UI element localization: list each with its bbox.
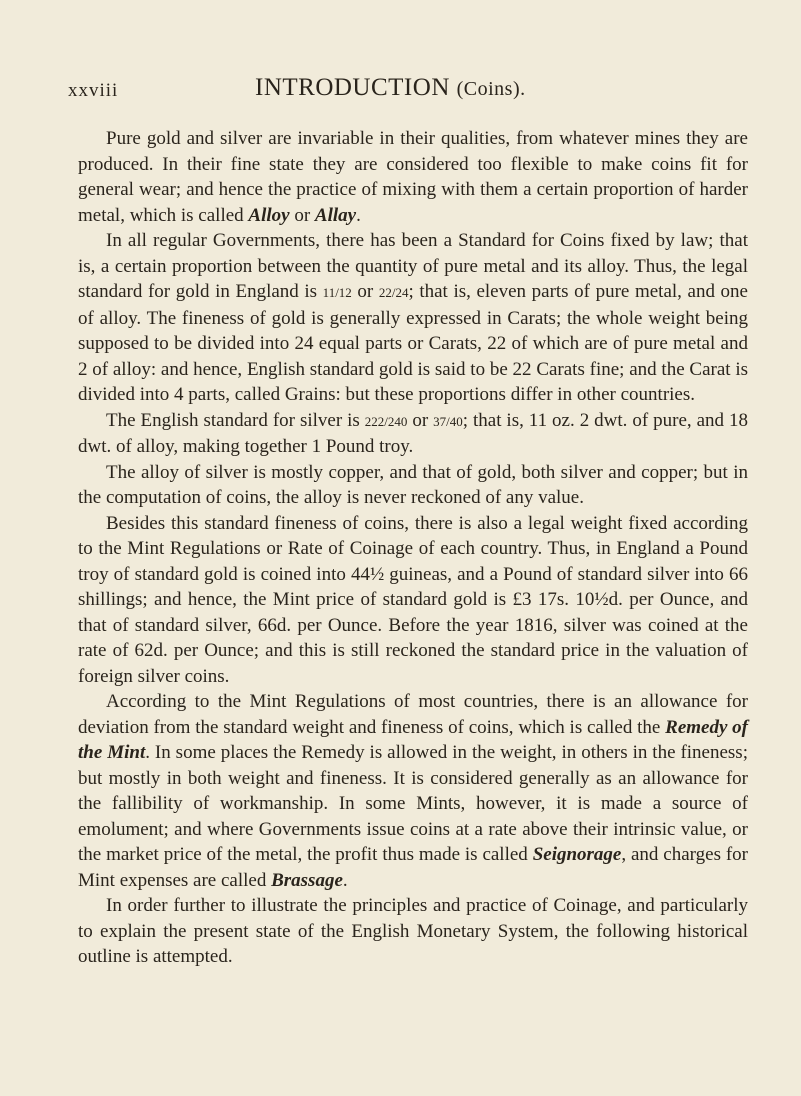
fraction: 222/240 bbox=[364, 413, 408, 429]
paragraph-gold-standard: In all regular Governments, there has been a Standard for Coins fixed by law; that is, a certain proportion between the quantity of pure metal and its alloy. Thus, the legal standard for gold in England is 11/12 or 22/24; that is, eleven parts of pure metal, and one of alloy. The fineness of gold is generally expressed in Carats; the whole weight being supposed to be divided into 24 equal parts or Carats, 22 of which are of pure metal and 2 of alloy: and hence, English standard gold is said to be 22 Carats fine; and the Carat is divided into 4 parts, called Grains: but these proportions differ in other countries. bbox=[78, 230, 748, 405]
paragraph-remedy: According to the Mint Regulations of most countries, there is an allowance for deviation from the standard weight and fineness of coins, which is called the Remedy of the Mint. In some places the Remedy is allowed in the weight, in others in the fineness; but mostly in both weight and fineness. It is considered generally as an allowance for the fallibility of workmanship. In some Mints, however, it is made a source of emolument; and where Governments issue coins at a rate above their intrinsic value, or the market price of the metal, the profit thus made is called Seignorage, and charges for Mint expenses are called Brassage. bbox=[78, 691, 749, 891]
paragraph-legal-weight: Besides this standard fineness of coins, there is also a legal weight fixed according to the Mint Regulations or Rate of Coinage of each country. Thus, in England a Pound troy of standard gold is coined into 44½ guineas, and a Pound of standard silver into 66 shillings; and hence, the Mint price of standard gold is £3 17s. 10½d. per Ounce, and that of standard silver, 66d. per Ounce. Before the year 1816, silver was coined at the rate of 62d. per Ounce; and this is still reckoned the standard price in the valuation of foreign silver coins. bbox=[78, 512, 748, 687]
fraction: 37/40 bbox=[433, 413, 463, 429]
fraction: 11/12 bbox=[322, 285, 352, 300]
running-head-subtitle: (Coins). bbox=[456, 78, 526, 100]
running-head-title: INTRODUCTION bbox=[255, 74, 450, 101]
paragraph-silver-standard: The English standard for silver is 222/240 or 37/40; that is, 11 oz. 2 dwt. of pure, and 18 dwt. of alloy, making together 1 Pound troy. bbox=[78, 409, 748, 457]
paragraph-outline: In order further to illustrate the principles and practice of Coinage, and particularly to explain the present state of the English Monetary System, the following historical outline is attempted. bbox=[78, 895, 748, 967]
body-text bbox=[78, 126, 748, 970]
page-number: xxviii bbox=[68, 80, 119, 101]
fraction: 22/24 bbox=[378, 285, 409, 300]
paragraph-silver-alloy: The alloy of silver is mostly copper, and that of gold, both silver and copper; but in the computation of coins, the alloy is never reckoned of any value. bbox=[78, 461, 748, 508]
paragraph-alloy: Pure gold and silver are invariable in their qualities, from whatever mines they are produced. In their fine state they are considered too flexible to make coins fit for general wear; and hence the practice of mixing with them a certain proportion of harder metal, which is called Alloy or Allay. bbox=[78, 128, 748, 226]
running-head bbox=[255, 74, 526, 102]
